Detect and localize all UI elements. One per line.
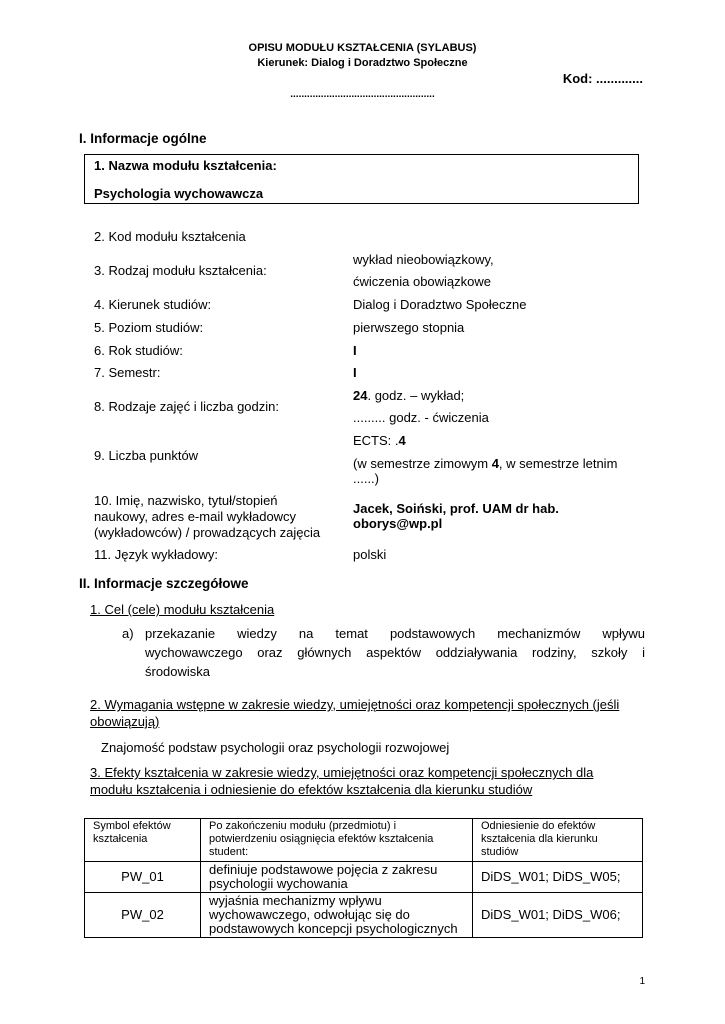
- lecture-hours-text: . godz. – wykład;: [367, 388, 465, 403]
- ects-summer-text: , w semestrze letnim: [498, 456, 618, 471]
- row1-description: definiuje podstawowe pojęcia z zakresu psychologii wychowania: [201, 862, 473, 893]
- module-name-label: 1. Nazwa modułu kształcenia:: [94, 158, 277, 173]
- row-label-field: 4. Kierunek studiów:: [94, 297, 212, 312]
- ects-value: 4: [398, 433, 406, 448]
- row2-symbol: PW_02: [85, 893, 201, 938]
- section-details-title: II. Informacje szczegółowe: [79, 576, 249, 591]
- row-label-lecturer-2: naukowy, adres e-mail wykładowcy: [94, 509, 297, 524]
- row-value-type-2: ćwiczenia obowiązkowe: [353, 274, 492, 289]
- row-label-lecturer-1: 10. Imię, nazwisko, tytuł/stopień: [94, 493, 278, 508]
- module-name-value: Psychologia wychowawcza: [94, 186, 264, 201]
- goal-text-1: przekazanie wiedzy na temat podstawowych mechanizmów wpływu: [145, 626, 645, 641]
- row-label-classes: 8. Rodzaje zajęć i liczba godzin:: [94, 399, 279, 414]
- row1-symbol: PW_01: [85, 862, 201, 893]
- code-field: Kod: .............: [562, 71, 643, 86]
- dotted-line: ....................................................: [290, 89, 435, 100]
- ects-winter-prefix: (w semestrze zimowym: [353, 456, 492, 471]
- document-subtitle: Kierunek: Dialog i Doradztwo Społeczne: [257, 57, 468, 69]
- ects-winter-value: 4: [491, 456, 499, 471]
- row-value-ects-summer: ......): [353, 471, 379, 486]
- row2-reference: DiDS_W01; DiDS_W06;: [473, 893, 643, 938]
- effects-heading-2: modułu kształcenia i odniesienie do efektów kształcenia dla kierunku studiów: [90, 782, 533, 797]
- row-label-lecturer-3: (wykładowców) / prowadzących zajęcia: [94, 525, 321, 540]
- requirements-heading-2: obowiązują): [90, 714, 160, 729]
- page-number: 1: [639, 976, 645, 987]
- header-symbol: Symbol efektów kształcenia: [85, 819, 201, 862]
- row-value-level: pierwszego stopnia: [353, 320, 465, 335]
- row-value-ects-semesters: [353, 456, 617, 472]
- row-value-lecturer-email: oborys@wp.pl: [353, 516, 443, 531]
- header-description: Po zakończeniu modułu (przedmiotu) i potwierdzeniu osiągnięcia efektów kształcenia student:: [201, 819, 473, 862]
- row-value-field: Dialog i Doradztwo Społeczne: [353, 297, 527, 312]
- row-label-year: 6. Rok studiów:: [94, 343, 183, 358]
- row-label-points: 9. Liczba punktów: [94, 448, 199, 463]
- row-value-lecturer-name: Jacek, Soiński, prof. UAM dr hab.: [353, 501, 559, 516]
- requirements-heading-1: 2. Wymagania wstępne w zakresie wiedzy, umiejętności oraz kompetencji społecznych (jeśli: [90, 697, 620, 712]
- requirements-text: Znajomość podstaw psychologii oraz psychologii rozwojowej: [101, 740, 450, 755]
- table-header-row: [85, 819, 643, 862]
- effects-table: [84, 818, 643, 938]
- table-row: [85, 862, 643, 893]
- row-value-classes-1: [353, 388, 464, 404]
- module-name-box: [84, 154, 639, 204]
- lecture-hours: 24: [353, 388, 368, 403]
- row1-reference: DiDS_W01; DiDS_W05;: [473, 862, 643, 893]
- row-value-ects: [353, 433, 406, 449]
- header-reference: Odniesienie do efektów kształcenia dla kierunku studiów: [473, 819, 643, 862]
- row-value-type-1: wykład nieobowiązkowy,: [353, 252, 494, 267]
- row2-description: wyjaśnia mechanizmy wpływu wychowawczego, odwołując się do podstawowych koncepcji psychologicznych: [201, 893, 473, 938]
- row-label-semester: 7. Semestr:: [94, 365, 161, 380]
- effects-heading-1: 3. Efekty kształcenia w zakresie wiedzy, umiejętności oraz kompetencji społecznych dla: [90, 765, 594, 780]
- section-general-title: I. Informacje ogólne: [79, 131, 207, 146]
- goal-text-3: środowiska: [145, 664, 211, 679]
- row-label-language: 11. Język wykładowy:: [94, 547, 219, 562]
- table-row: [85, 893, 643, 938]
- document-title: OPISU MODUŁU KSZTAŁCENIA (SYLABUS): [248, 42, 477, 54]
- row-value-year: I: [353, 343, 357, 358]
- row-label-type: 3. Rodzaj modułu kształcenia:: [94, 263, 267, 278]
- row-label-level: 5. Poziom studiów:: [94, 320, 204, 335]
- row-value-semester: I: [353, 365, 357, 380]
- row-label-code: 2. Kod modułu kształcenia: [94, 229, 246, 244]
- goal-heading: 1. Cel (cele) modułu kształcenia: [90, 602, 275, 617]
- ects-prefix: ECTS: .: [353, 433, 399, 448]
- goal-marker: a): [122, 626, 134, 641]
- row-value-language: polski: [353, 547, 387, 562]
- row-value-classes-2: ......... godz. - ćwiczenia: [353, 410, 489, 425]
- goal-text-2: wychowawczego oraz głównych aspektów oddziaływania rodziny, szkoły i: [145, 645, 645, 660]
